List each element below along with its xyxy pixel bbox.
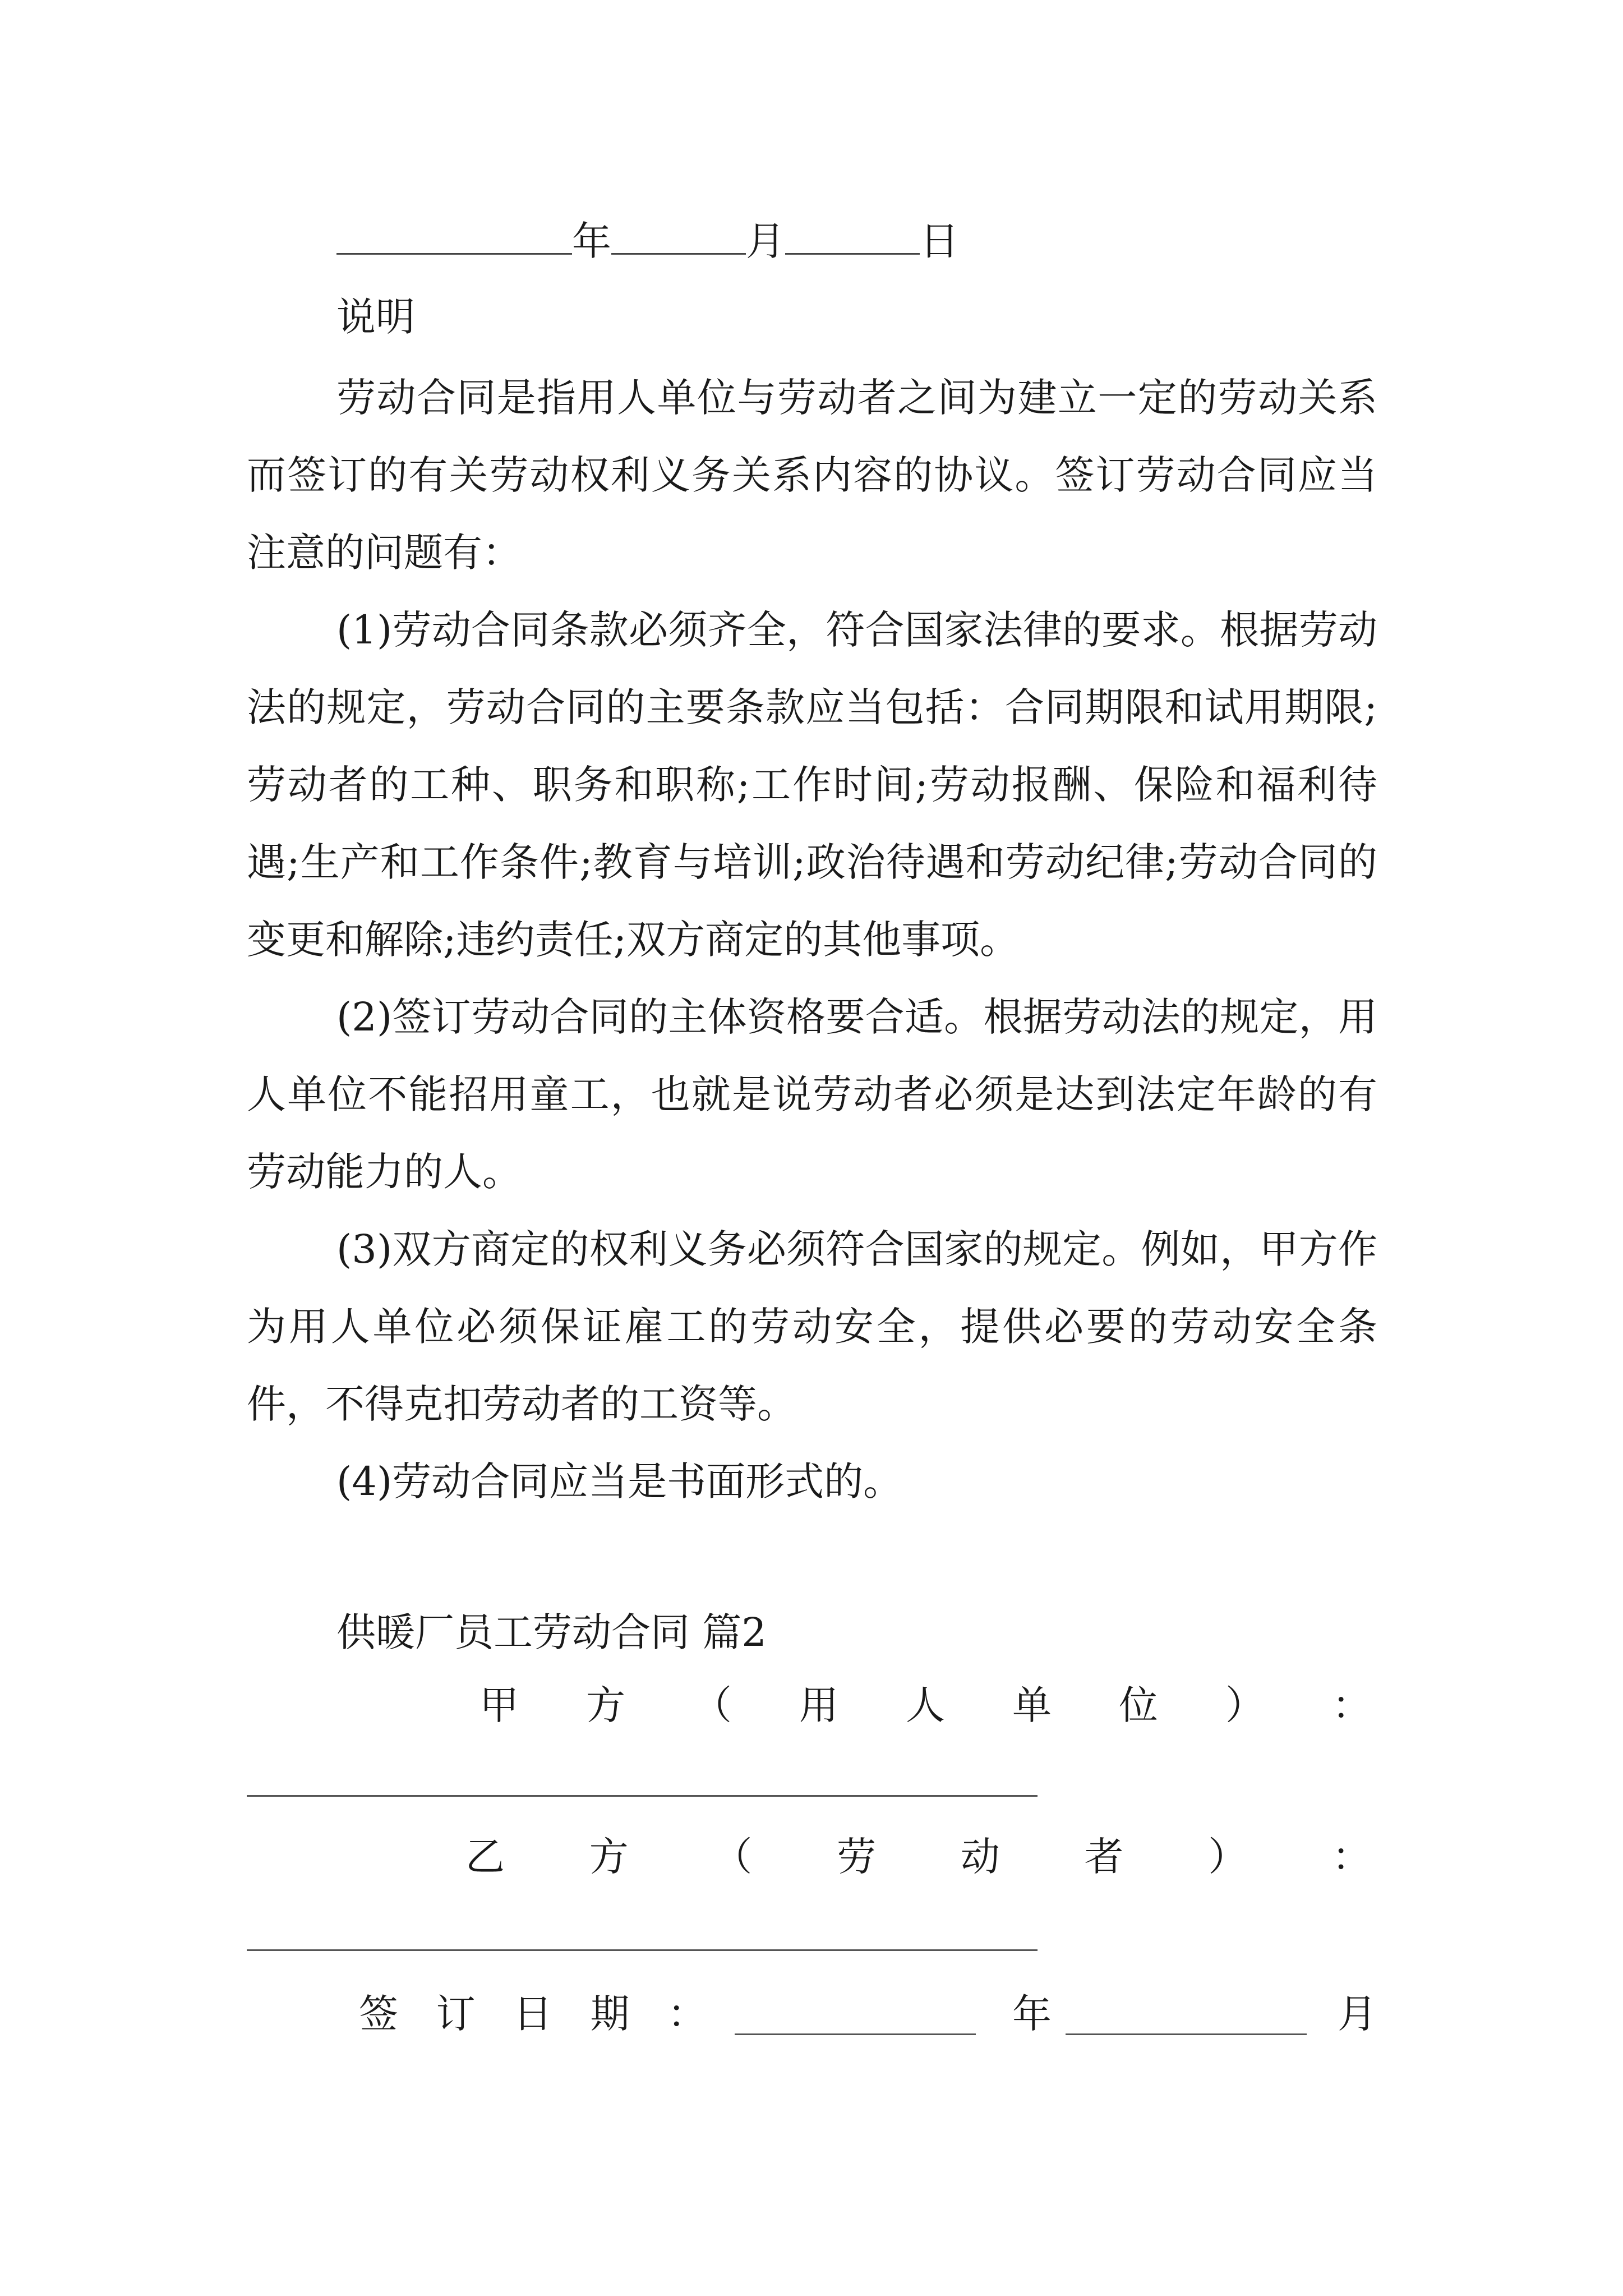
paragraph-item-3: (3)双方商定的权利义务必须符合国家的规定。例如，甲方作为用人单位必须保证雇工的劳动安全，提供必要的劳动安全条件，不得克扣劳动者的工资等。 — [247, 1226, 1377, 1427]
party-a-char: ： — [1332, 1682, 1371, 1728]
paragraph-intro: 劳动合同是指用人单位与劳动者之间为建立一定的劳动关系而签订的有关劳动权利义务关系内容的协议。签订劳动合同应当注意的问题有： — [247, 375, 1377, 576]
party-b-char: 动 — [960, 1834, 1000, 1880]
sign-date-char: 日 — [513, 1991, 552, 2037]
party-a-char: 人 — [906, 1682, 945, 1728]
sign-date-char: 签 — [359, 1991, 398, 2037]
paragraph-item-4: (4)劳动合同应当是书面形式的。 — [336, 1458, 903, 1504]
month-label: 月 — [746, 218, 785, 264]
paragraph-item-1: (1)劳动合同条款必须齐全，符合国家法律的要求。根据劳动法的规定，劳动合同的主要条款应当包括：合同期限和试用期限;劳动者的工种、职务和职称;工作时间;劳动报酬、保险和福利待遇;生产和工作条件;教育与培训;政治待遇和劳动纪律;劳动合同的变更和解除;违约责任;双方商定的其他事项。 — [247, 607, 1377, 963]
party-a-char: ） — [1225, 1682, 1265, 1728]
year-label: 年 — [572, 218, 611, 264]
party-b-char: ） — [1208, 1834, 1248, 1880]
party-a-char: （ — [693, 1682, 732, 1728]
section-heading: 说明 — [336, 294, 415, 340]
sign-year-blank[interactable] — [735, 2033, 976, 2035]
day-blank[interactable] — [785, 218, 920, 255]
sign-month-blank[interactable] — [1066, 2033, 1307, 2035]
month-blank[interactable] — [611, 218, 746, 255]
party-a-char: 用 — [799, 1682, 838, 1728]
sign-date-label — [359, 1989, 707, 2039]
party-b-blank[interactable] — [247, 1949, 1038, 1951]
party-a-line — [479, 1680, 1371, 1731]
party-b-line — [465, 1832, 1371, 1882]
party-b-char: ： — [1331, 1834, 1371, 1880]
party-b-char: （ — [713, 1834, 753, 1880]
party-b-char: 方 — [589, 1834, 629, 1880]
day-label: 日 — [920, 218, 959, 264]
sign-date-char: 订 — [436, 1991, 476, 2037]
body-text — [247, 359, 1377, 1520]
date-line — [336, 216, 959, 266]
sign-year-label: 年 — [1012, 1991, 1052, 2037]
year-blank[interactable] — [336, 218, 572, 255]
paragraph-item-2: (2)签订劳动合同的主体资格要合适。根据劳动法的规定，用人单位不能招用童工，也就是说劳动者必须是达到法定年龄的有劳动能力的人。 — [247, 994, 1377, 1195]
party-a-char: 位 — [1119, 1682, 1158, 1728]
section-title: 供暖厂员工劳动合同 篇2 — [336, 1609, 767, 1655]
party-b-char: 乙 — [465, 1834, 505, 1880]
party-b-char: 者 — [1084, 1834, 1124, 1880]
sign-date-char: 期 — [590, 1991, 630, 2037]
party-a-char: 甲 — [479, 1682, 519, 1728]
sign-date-char: ： — [667, 1991, 707, 2037]
party-a-char: 单 — [1012, 1682, 1052, 1728]
party-b-char: 劳 — [837, 1834, 877, 1880]
party-a-char: 方 — [586, 1682, 625, 1728]
party-a-blank[interactable] — [247, 1795, 1038, 1797]
sign-month-label: 月 — [1338, 1991, 1377, 2037]
